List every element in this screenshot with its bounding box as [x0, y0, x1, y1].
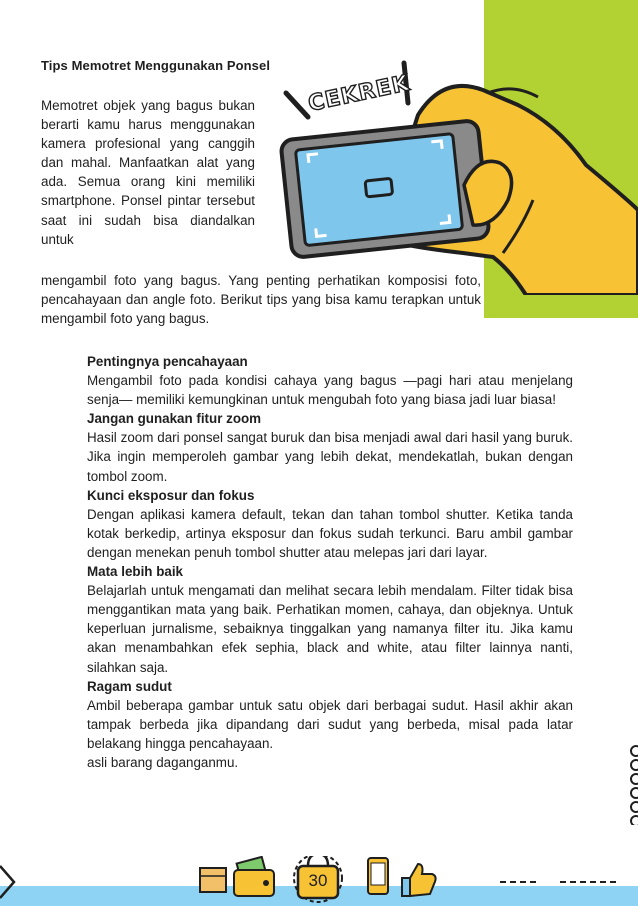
- wallet-money-icon: [234, 857, 274, 896]
- cekrek-text: CEKREK: [306, 70, 413, 117]
- intro-paragraph-continued: mengambil foto yang bagus. Yang penting perhatikan komposisi foto, pencahayaan dan angle foto. Berikut tips yang bisa kamu terapkan untuk mengambil foto yang bagus.: [41, 273, 481, 327]
- tip-heading: Jangan gunakan fitur zoom: [87, 411, 262, 427]
- page-number: 30: [308, 871, 328, 890]
- tip-body: Dengan aplikasi kamera default, tekan dan tahan tombol shutter. Ketika tanda kotak berkedip, artinya eksposur dan fokus sudah terkunci. Baru ambil gambar dengan menekan penuh tombol shutter atau melepas jari dari layar.: [87, 506, 573, 560]
- tip-heading: Kunci eksposur dan fokus: [87, 487, 255, 503]
- intro-paragraph: Memotret objek yang bagus bukan berarti kamu harus menggunakan kamera profesional yang canggih dan mahal. Manfaatkan alat yang ada. Semua orang kini memiliki smartphone. Ponsel pintar tersebut saat ini sudah bisa diandalkan untuk: [41, 98, 255, 247]
- tip-heading: Pentingnya pencahayaan: [87, 354, 248, 369]
- cekrek-sound-effect: [286, 63, 412, 117]
- decorative-circles: [620, 745, 638, 825]
- tip-body: Belajarlah untuk mengamati dan melihat secara lebih mendalam. Filter tidak bisa menggantikan mata yang baik. Perhatikan momen, cahaya, dan objeknya. Untuk keperluan jurnalisme, sebaiknya tinggalkan yang namanya filter itu. Jika kamu akan menambahkan efek sephia, black and white, atau filter lainnya nanti, silahkan saja.: [87, 583, 573, 675]
- tip-body: Hasil zoom dari ponsel sangat buruk dan bisa menjadi awal dari hasil yang buruk. Jika ingin memperoleh gambar yang lebih dekat, mendekatlah, bukan dengan tombol zoom.: [87, 430, 573, 484]
- closing-line: asli barang daganganmu.: [87, 754, 239, 770]
- tip-body: Mengambil foto pada kondisi cahaya yang bagus —pagi hari atau menjelang senja— memiliki kemungkinan untuk mengubah foto yang biasa jadi luar biasa!: [87, 373, 573, 408]
- phone-icon: [280, 120, 511, 258]
- package-icon: [200, 868, 226, 892]
- tip-heading: Ragam sudut: [87, 678, 172, 694]
- hand-holding-phone-illustration: [268, 35, 638, 295]
- tip-body: Ambil beberapa gambar untuk satu objek dari berbagai sudut. Hasil akhir akan tampak berbeda jika dipandang dari sudut yang berbeda, misal pada latar belakang hingga pencahayaan.: [87, 697, 573, 751]
- thumbs-up-icon: [402, 864, 436, 896]
- phone-shopping-icon: [368, 858, 388, 894]
- page-title: Tips Memotret Menggunakan Ponsel: [41, 58, 271, 73]
- tips-list: [87, 352, 573, 772]
- tip-heading: Mata lebih baik: [87, 564, 183, 580]
